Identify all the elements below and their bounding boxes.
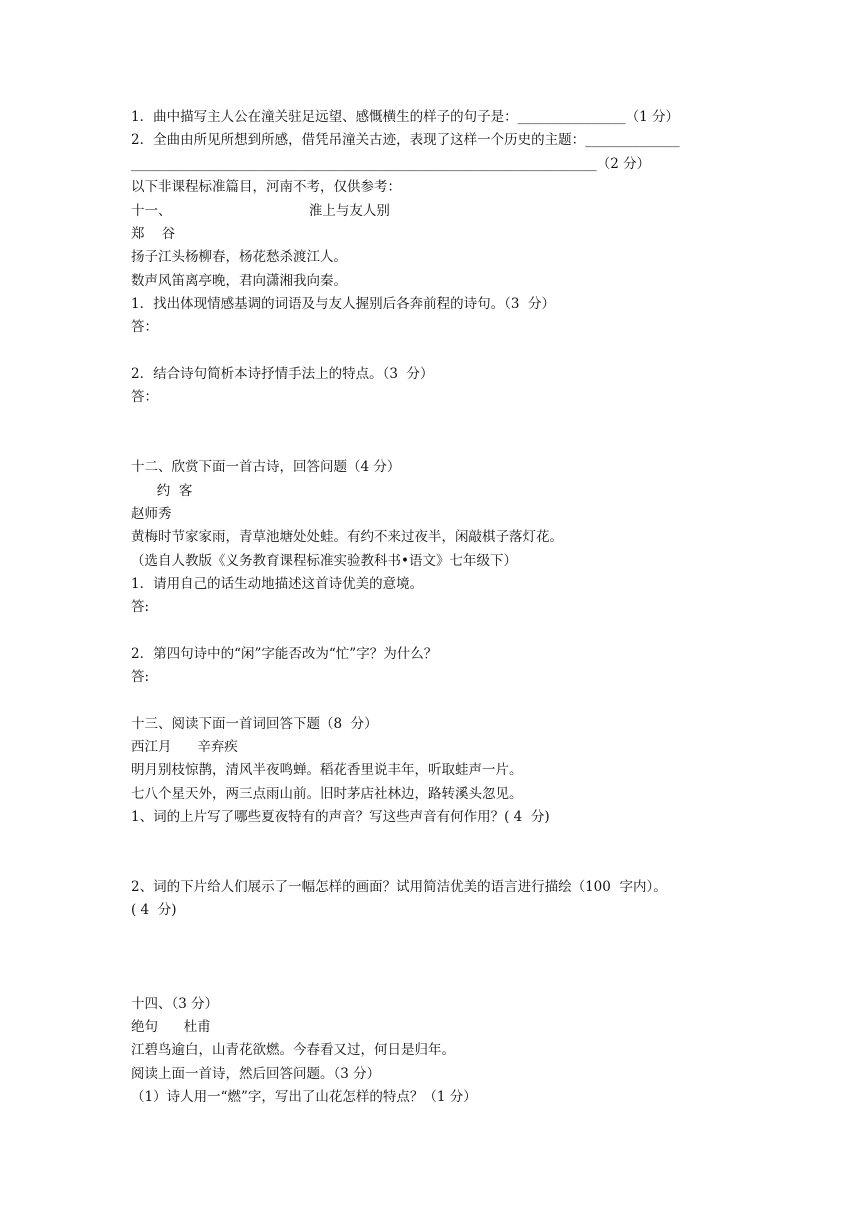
question-text: （1）诗人用一“燃”字，写出了山花怎样的特点？（1 分） [131,1089,477,1105]
instruction-text: 阅读上面一首诗，然后回答问题。（3 分） [131,1066,381,1082]
question-text: 2、词的下片给人们展示了一幅怎样的画面？试用简洁优美的语言进行描绘（100 字内）。 [131,879,667,895]
poem-line: 扬子江头杨柳春，杨花愁杀渡江人。 [131,249,347,265]
poem-title: 约 客 [131,483,193,499]
answer-label: 答: [131,669,150,685]
section-12-heading: 十二、欣赏下面一首古诗，回答问题（4 分） [131,459,401,475]
poem-line: 江碧鸟逾白，山青花欲燃。今春看又过，何日是归年。 [131,1042,455,1058]
answer-label: 答： [131,319,158,335]
question-text: 1．找出体现情感基调的词语及与友人握别后各奔前程的诗句。（3 分） [131,296,556,312]
poem-line: 数声风笛离亭晚，君向潇湘我向秦。 [131,273,347,289]
question-text: 1、词的上片写了哪些夏夜特有的声音？写这些声音有何作用？( 4 分) [131,809,550,825]
source-note: （选自人教版《义务教育课程标准实验教科书•语文》七年级下） [131,553,517,569]
score-note: ( 4 分) [131,902,177,918]
section-11-heading: 十一、 淮上与友人别 [131,203,390,219]
question-text: 2．结合诗句简析本诗抒情手法上的特点。（3 分） [131,366,434,382]
answer-label: 答: [131,599,150,615]
answer-blank-line: _____________________________________________________________________（2 分） [131,156,651,172]
question-1-line: 1．曲中描写主人公在潼关驻足远望、感慨横生的样子的句子是：________________（1 分） [131,109,679,125]
section-14-heading: 十四、（3 分） [131,996,219,1012]
section-13-heading: 十三、阅读下面一首词回答下题（8 分） [131,716,378,732]
poem-line: 七八个星天外，两三点雨山前。旧时茅店社林边，路转溪头忽见。 [131,786,523,802]
poem-line: 明月别枝惊鹊，清风半夜鸣蝉。稻花香里说丰年，听取蛙声一片。 [131,762,523,778]
question-text: 2．第四句诗中的“闲”字能否改为“忙”字？为什么？ [131,646,438,662]
question-text: 1．请用自己的话生动地描述这首诗优美的意境。 [131,576,424,592]
question-2-line: 2．全曲由所见所想到所感，借凭吊潼关古迹，表现了这样一个历史的主题：______________ [131,132,680,148]
poem-title: 绝句 杜甫 [131,1019,211,1035]
poem-title: 西江月 辛弃疾 [131,739,238,755]
answer-label: 答： [131,389,158,405]
poem-line: 黄梅时节家家雨，青草池塘处处蛙。有约不来过夜半，闲敲棋子落灯花。 [131,529,563,545]
poem-author: 郑 谷 [131,226,176,242]
notice-text: 以下非课程标准篇目，河南不考，仅供参考： [131,179,401,195]
poem-author: 赵师秀 [131,506,172,522]
